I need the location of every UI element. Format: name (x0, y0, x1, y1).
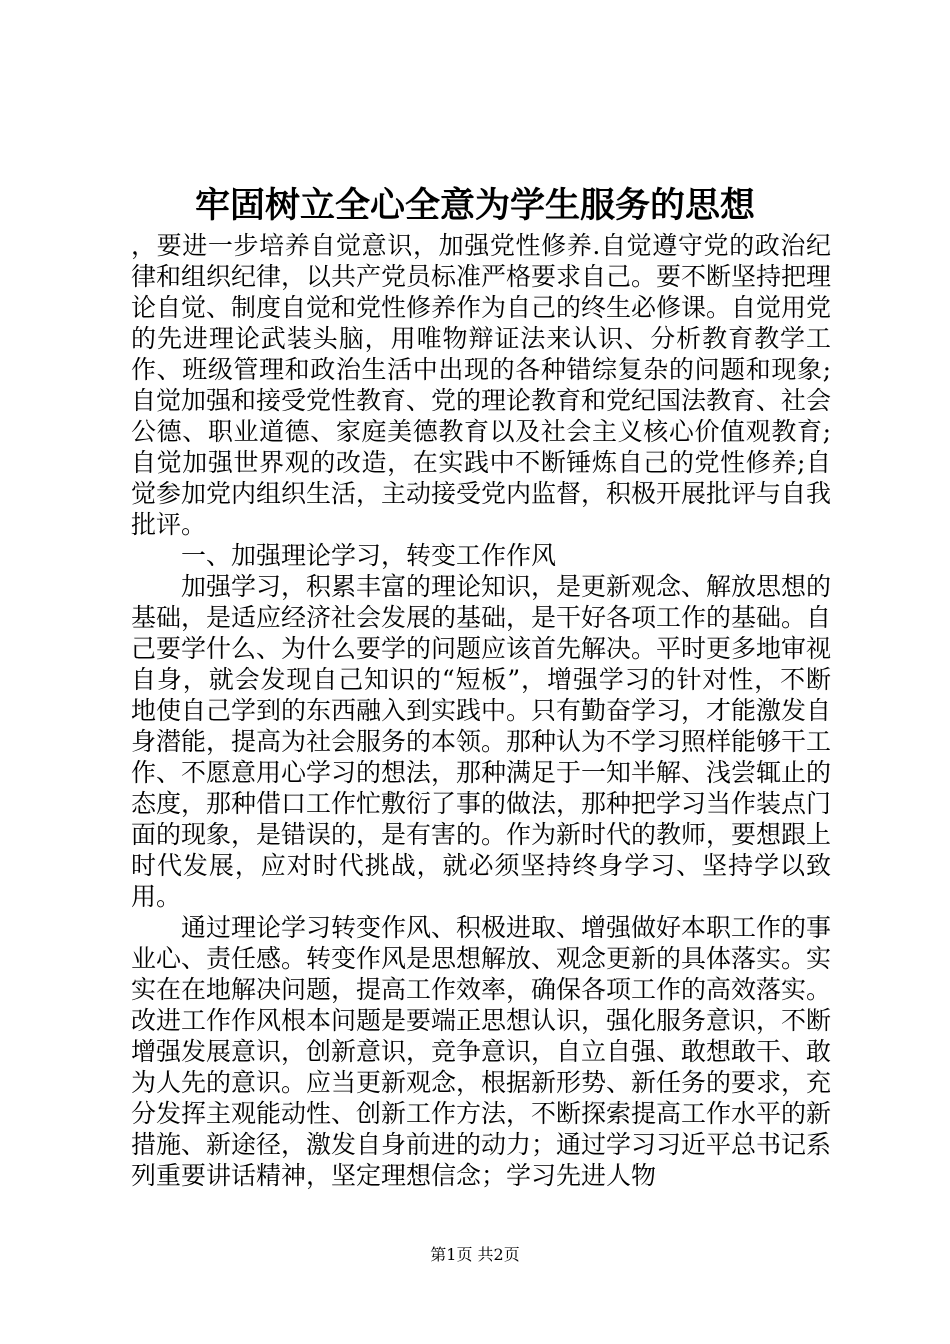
document-title: 牢固树立全心全意为学生服务的思想 (194, 185, 755, 226)
document-body (131, 230, 831, 1191)
paragraph-intro: ，要进一步培养自觉意识，加强党性修养.自觉遵守党的政治纪律和组织纪律，以共产党员标准严格要求自己。要不断坚持把理论自觉、制度自觉和党性修养作为自己的终生必修课。自觉用党的先进理论武装头脑，用唯物辩证法来认识、分析教育教学工作、班级管理和政治生活中出现的各种错综复杂的问题和现象;自觉加强和接受党性教育、党的理论教育和党纪国法教育、社会公德、职业道德、家庭美德教育以及社会主义核心价值观教育;自觉加强世界观的改造，在实践中不断锤炼自己的党性修养;自觉参加党内组织生活，主动接受党内监督，积极开展批评与自我批评。 (131, 231, 832, 539)
page-footer: 第1页 共2页 (430, 1245, 520, 1264)
paragraph-style: 通过理论学习转变作风、积极进取、增强做好本职工作的事业心、责任感。转变作风是思想解放、观念更新的具体落实。实实在在地解决问题，提高工作效率，确保各项工作的高效落实。改进工作作风根本问题是要端正思想认识，强化服务意识，不断增强发展意识，创新意识，竞争意识，自立自强、敢想敢干、敢为人先的意识。应当更新观念，根据新形势、新任务的要求，充分发挥主观能动性、创新工作方法，不断探索提高工作水平的新措施、新途径，激发自身前进的动力；通过学习习近平总书记系列重要讲话精神，坚定理想信念；学习先进人物 (131, 913, 832, 1190)
section-heading: 一、加强理论学习，转变工作作风 (181, 541, 557, 570)
paragraph-study: 加强学习，积累丰富的理论知识，是更新观念、解放思想的基础，是适应经济社会发展的基础，是干好各项工作的基础。自己要学什么、为什么要学的问题应该首先解决。平时更多地审视自身，就会发现自己知识的“短板”，增强学习的针对性，不断地使自己学到的东西融入到实践中。只有勤奋学习，才能激发自身潜能，提高为社会服务的本领。那种认为不学习照样能够干工作、不愿意用心学习的想法，那种满足于一知半解、浅尝辄止的态度，那种借口工作忙敷衍了事的做法，那种把学习当作装点门面的现象，是错误的，是有害的。作为新时代的教师，要想跟上时代发展，应对时代挑战，就必须坚持终身学习、坚持学以致用。 (131, 572, 832, 911)
